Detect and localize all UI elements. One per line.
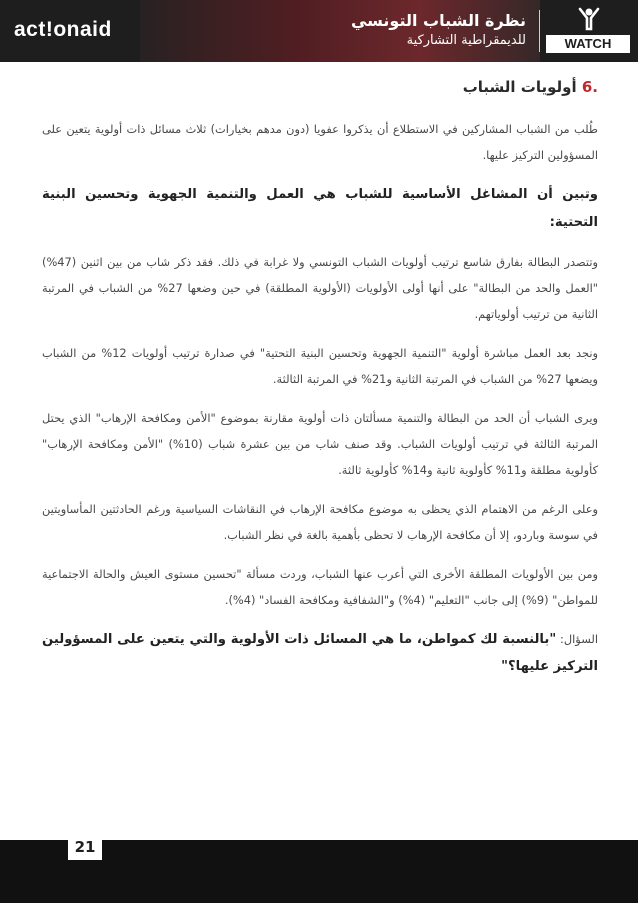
banner-divider [539,10,540,52]
paragraph-security: ويرى الشباب أن الحد من البطالة والتنمية مسألتان ذات أولوية مقارنة بموضوع "الأمن ومكافحة الإرهاب" الذي يحتل المرتبة الثالثة في ترتيب أولويات الشباب. وقد صنف شاب من بين عشرة شباب (10%) "الأمن ومكافحة الإرهاب" كأولوية مطلقة و11% كأولوية ثانية و14% كأولوية ثالثة. [42,411,598,477]
watch-logo-text: WATCH [546,35,630,53]
page-number: 21 [68,834,102,860]
section-heading [42,75,598,99]
paragraph-regional-development: ونجد بعد العمل مباشرة أولوية "التنمية الجهوية وتحسين البنية التحتية" في صدارة ترتيب أولويات 12% من الشباب ويضعها 27% من الشباب في المرتبة الثانية و21% في المرتبة الثالثة. [42,346,598,386]
main-content [42,75,598,693]
question-label: السؤال: [560,632,598,646]
survey-question [42,626,598,680]
paragraph-terrorism: وعلى الرغم من الاهتمام الذي يحظى به موضوع مكافحة الإرهاب في النقاشات السياسية ورغم الحادثتين المأساويتين في سوسة وباردو، إلا أن مكافحة الإرهاب لا تحظى بأهمية بالغة في نظر الشباب. [42,502,598,542]
banner-title-line1: نظرة الشباب التونسي [350,11,526,30]
question-text: "بالنسبة لك كمواطن، ما هي المسائل ذات الأولوية والتي يتعين على المسؤولين التركيز عليها؟" [42,632,598,674]
header-banner [0,0,638,62]
banner-title [351,10,526,50]
watch-logo [546,7,630,57]
lead-statement: وتبين أن المشاغل الأساسية للشباب هي العمل والتنمية الجهوية وتحسين البنية التحتية: [42,187,598,230]
person-cheering-icon [578,7,600,33]
section-number: .6 [581,78,598,96]
section-title: أولويات الشباب [462,78,577,96]
banner-title-line2: للديمقراطية التشاركية [406,33,526,48]
paragraph-other-priorities: ومن بين الأولويات المطلقة الأخرى التي أعرب عنها الشباب، وردت مسألة "تحسين مستوى العيش والحالة الاجتماعية للمواطن" (9%) إلى جانب "التعليم" (4%) و"الشفافية ومكافحة الفساد" (4%). [42,567,598,607]
actionaid-logo: act!onaid [14,18,112,41]
paragraph-intro: طُلب من الشباب المشاركين في الاستطلاع أن يذكروا عفويا (دون مدهم بخيارات) ثلاث مسائل ذات أولوية يتعين على المسؤولين التركيز عليها. [42,122,598,162]
paragraph-unemployment: وتتصدر البطالة بفارق شاسع ترتيب أولويات الشباب التونسي ولا غرابة في ذلك. فقد ذكر شاب من بين اثنين (47%) "العمل والحد من البطالة" على أنها أولى الأولويات (الأولوية المطلقة) في حين وضعها 27% من الشباب في المرتبة الثانية من ترتيب أولوياتهم. [42,255,598,321]
